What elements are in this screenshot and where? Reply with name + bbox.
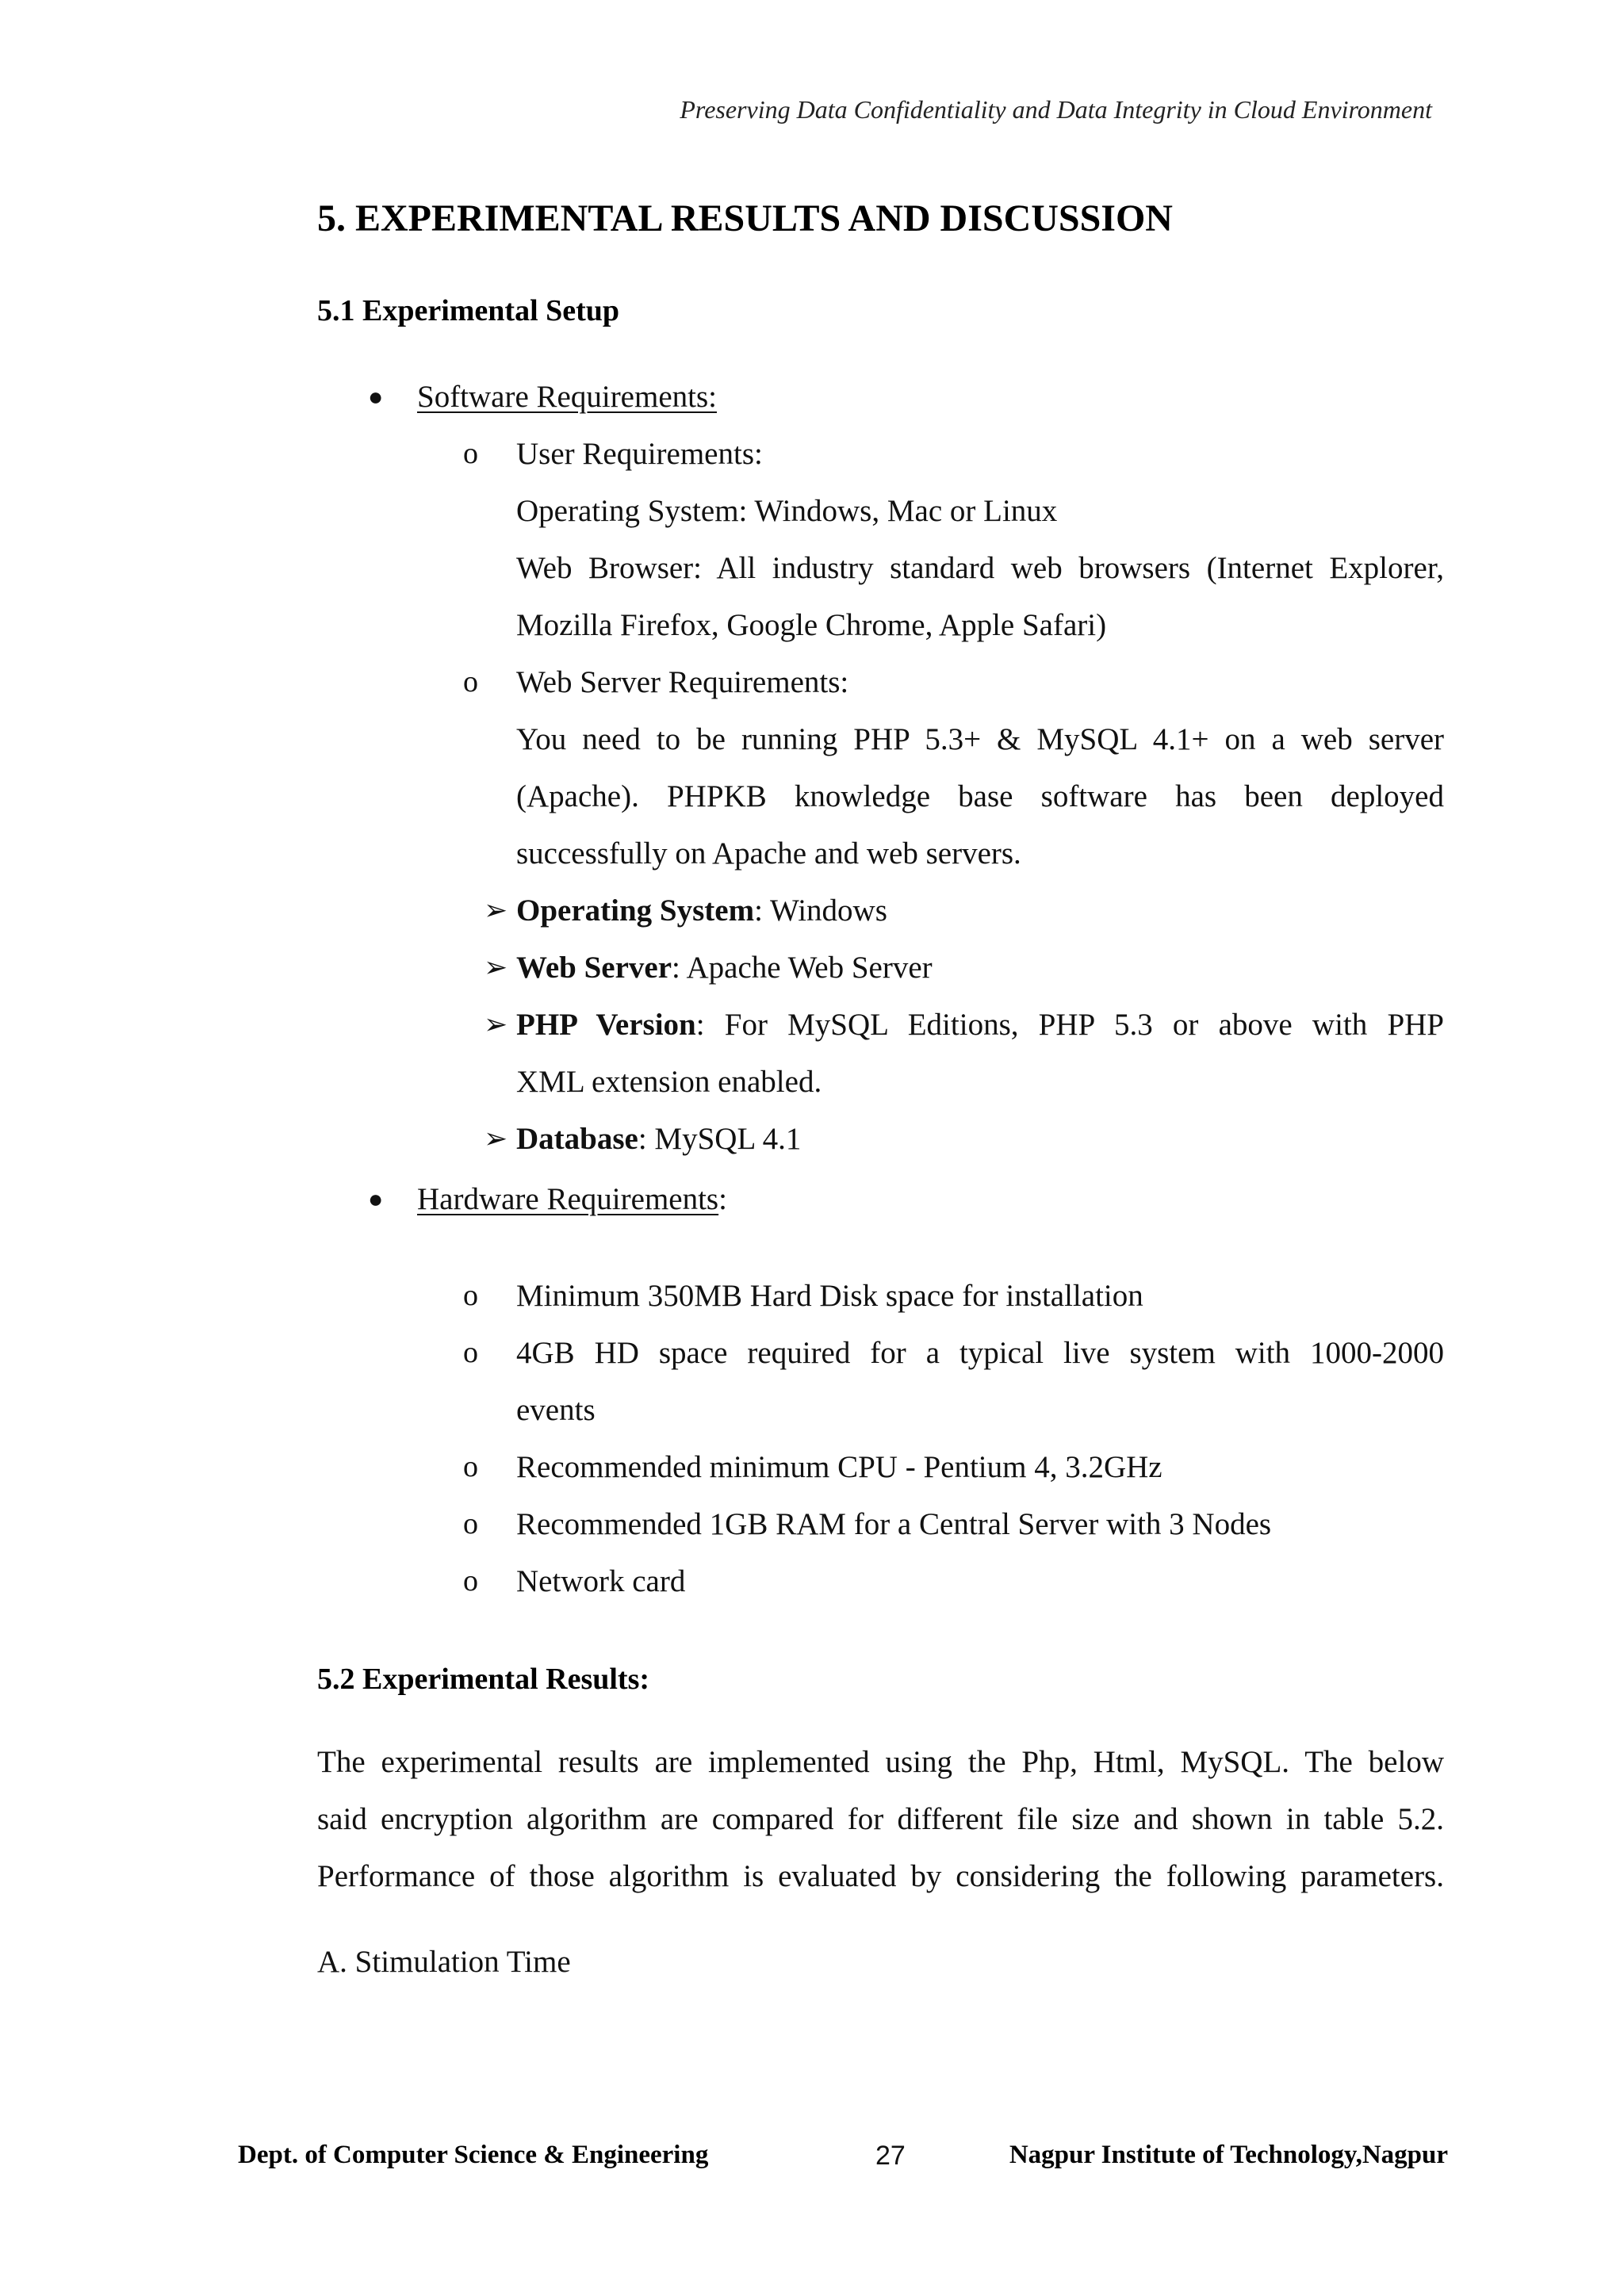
- spec-web-server: Web Server: Apache Web Server: [516, 951, 933, 985]
- circle-bullet-icon: o: [463, 1336, 478, 1369]
- hardware-network: Network card: [516, 1564, 686, 1598]
- arrow-bullet-icon: ➢: [484, 1123, 508, 1155]
- parameter-a: A. Stimulation Time: [317, 1945, 571, 1979]
- hardware-hd-line-2: events: [516, 1393, 596, 1427]
- server-req-line-1: You need to be running PHP 5.3+ & MySQL 4.1+ on a web server: [516, 722, 1444, 756]
- server-req-line-2: (Apache). PHPKB knowledge base software has been deployed: [516, 779, 1444, 813]
- bullet-dot-icon: ●: [368, 382, 384, 411]
- results-paragraph-line-2: said encryption algorithm are compared for different file size and shown in table 5.2.: [317, 1802, 1444, 1836]
- footer-department: Dept. of Computer Science & Engineering: [238, 2141, 709, 2169]
- circle-bullet-icon: o: [463, 1564, 478, 1598]
- spec-php-version-cont: XML extension enabled.: [516, 1065, 822, 1099]
- section-5-2-title: 5.2 Experimental Results:: [317, 1663, 650, 1696]
- page-number: 27: [875, 2141, 906, 2171]
- web-server-requirements-heading: Web Server Requirements:: [516, 665, 849, 699]
- circle-bullet-icon: o: [463, 1279, 478, 1312]
- software-requirements-heading: Software Requirements:: [417, 380, 717, 414]
- chapter-title: 5. EXPERIMENTAL RESULTS AND DISCUSSION: [317, 197, 1173, 239]
- user-req-browser-line-1: Web Browser: All industry standard web browsers (Internet Explorer,: [516, 551, 1444, 585]
- section-5-1-title: 5.1 Experimental Setup: [317, 294, 620, 327]
- arrow-bullet-icon: ➢: [484, 1008, 508, 1041]
- hardware-hd-line-1: 4GB HD space required for a typical live system with 1000-2000: [516, 1336, 1444, 1370]
- running-header: Preserving Data Confidentiality and Data Integrity in Cloud Environment: [680, 95, 1432, 124]
- circle-bullet-icon: o: [463, 1450, 478, 1483]
- user-requirements-heading: User Requirements:: [516, 437, 763, 471]
- circle-bullet-icon: o: [463, 665, 478, 698]
- spec-database: Database: MySQL 4.1: [516, 1122, 802, 1156]
- arrow-bullet-icon: ➢: [484, 951, 508, 984]
- hardware-disk: Minimum 350MB Hard Disk space for installation: [516, 1279, 1143, 1313]
- hardware-ram: Recommended 1GB RAM for a Central Server with 3 Nodes: [516, 1507, 1272, 1541]
- hardware-requirements-heading: Hardware Requirements:: [417, 1182, 727, 1216]
- arrow-bullet-icon: ➢: [484, 894, 508, 927]
- bullet-dot-icon: ●: [368, 1184, 384, 1213]
- circle-bullet-icon: o: [463, 437, 478, 470]
- spec-operating-system: Operating System: Windows: [516, 894, 887, 928]
- server-req-line-3: successfully on Apache and web servers.: [516, 836, 1021, 871]
- user-req-os-line: Operating System: Windows, Mac or Linux: [516, 494, 1058, 528]
- hardware-cpu: Recommended minimum CPU - Pentium 4, 3.2GHz: [516, 1450, 1162, 1484]
- results-paragraph-line-3: Performance of those algorithm is evaluated by considering the following parameters.: [317, 1859, 1444, 1893]
- user-req-browser-line-2: Mozilla Firefox, Google Chrome, Apple Safari): [516, 608, 1107, 642]
- results-paragraph-line-1: The experimental results are implemented using the Php, Html, MySQL. The below: [317, 1745, 1444, 1779]
- circle-bullet-icon: o: [463, 1507, 478, 1540]
- spec-php-version: PHP Version: For MySQL Editions, PHP 5.3 or above with PHP: [516, 1008, 1444, 1042]
- footer-institute: Nagpur Institute of Technology,Nagpur: [1009, 2141, 1448, 2169]
